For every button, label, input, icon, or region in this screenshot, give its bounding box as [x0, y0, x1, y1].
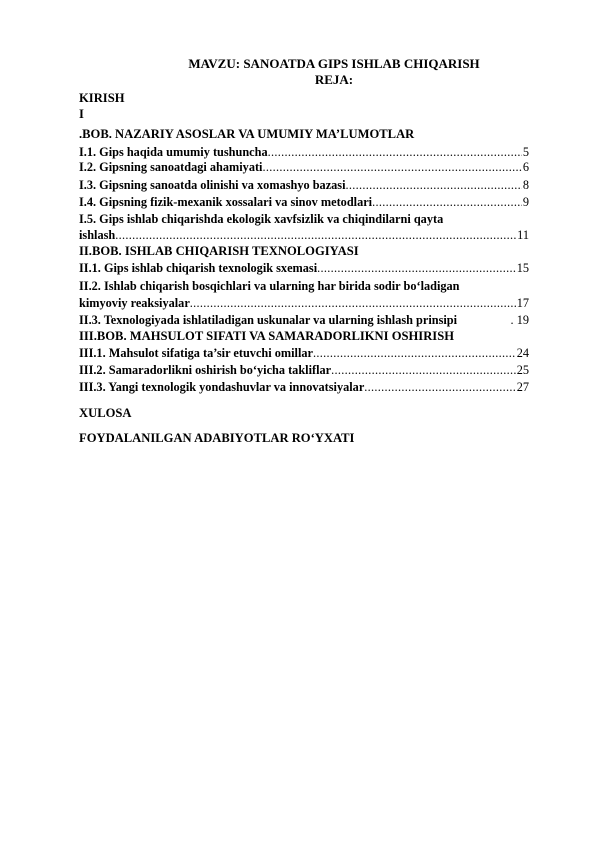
toc-page-number: 8 [522, 178, 529, 192]
toc-entry [79, 195, 529, 210]
toc-entry-label-line1: I.5. Gips ishlab chiqarishda ekologik xavfsizlik va chiqindilarni qayta [79, 212, 444, 226]
toc-entry [79, 178, 529, 193]
toc-entry-label: III.1. Mahsulot sifatiga ta’sir etuvchi omillar [79, 346, 313, 360]
chapter3-heading: III.BOB. MAHSULOT SIFATI VA SAMARADORLIKNI OSHIRISH [79, 329, 454, 343]
chapter1-prefix: I [79, 107, 84, 121]
toc-page-number: 25 [516, 363, 529, 377]
toc-entry-label: II.3. Texnologiyada ishlatiladigan uskunalar va ularning ishlash prinsipi [79, 313, 458, 327]
document-title: MAVZU: SANOATDA GIPS ISHLAB CHIQARISH [188, 56, 480, 71]
toc-entry-label: ishlash [79, 228, 116, 242]
toc-page-number: 9 [522, 195, 529, 209]
toc-leader-dots [331, 363, 516, 378]
toc-entry-label: II.1. Gips ishlab chiqarish texnologik sxemasi [79, 261, 318, 275]
toc-leader-dots [115, 228, 516, 243]
toc-entry [79, 380, 529, 395]
toc-leader-dots [313, 346, 516, 361]
toc-entry-label: I.2. Gipsning sanoatdagi ahamiyati [79, 160, 263, 174]
toc-leader-dots [190, 296, 516, 311]
toc-separator: . [510, 313, 517, 327]
toc-leader-dots [364, 380, 515, 395]
toc-leader-dots [346, 178, 522, 193]
toc-entry [79, 313, 529, 328]
toc-leader-dots [372, 195, 522, 210]
toc-references: FOYDALANILGAN ADABIYOTLAR RO‘YXATI [79, 431, 355, 445]
toc-leader-dots [317, 261, 516, 276]
toc-entry [79, 296, 529, 311]
toc-entry-label: I.3. Gipsning sanoatda olinishi va xomashyo bazasi [79, 178, 346, 192]
toc-entry-label: I.1. Gips haqida umumiy tushuncha [79, 145, 268, 159]
toc-entry-label: III.3. Yangi texnologik yondashuvlar va innovatsiyalar [79, 380, 365, 394]
toc-entry-label: III.2. Samaradorlikni oshirish bo‘yicha takliflar [79, 363, 332, 377]
toc-page-number: 6 [522, 160, 529, 174]
toc-leader-dots [268, 145, 522, 160]
toc-page-value: 19 [516, 313, 529, 327]
toc-entry-label-line1: II.2. Ishlab chiqarish bosqichlari va ularning har birida sodir bo‘ladigan [79, 279, 460, 293]
toc-page-number: 27 [516, 380, 529, 394]
toc-entry [79, 228, 529, 243]
toc-entry [79, 145, 529, 160]
toc-page-number: 17 [516, 296, 529, 310]
toc-entry [79, 160, 529, 175]
toc-entry-label: kimyoviy reaksiyalar [79, 296, 190, 310]
toc-intro: KIRISH [79, 91, 125, 105]
plan-heading: REJA: [314, 72, 354, 87]
toc-page-number [457, 313, 529, 328]
toc-page-number: 24 [516, 346, 529, 360]
toc-entry [79, 363, 529, 378]
toc-conclusion: XULOSA [79, 406, 132, 420]
chapter1-heading: .BOB. NAZARIY ASOSLAR VA UMUMIY MA’LUMOTLAR [79, 127, 415, 141]
toc-entry-label: I.4. Gipsning fizik-mexanik xossalari va sinov metodlari [79, 195, 373, 209]
toc-entry [79, 261, 529, 276]
toc-page-number: 15 [516, 261, 529, 275]
toc-page-number: 5 [522, 145, 529, 159]
toc-entry [79, 346, 529, 361]
toc-page-number: 11 [517, 228, 529, 242]
toc-leader-dots [262, 160, 521, 175]
chapter2-heading: II.BOB. ISHLAB CHIQARISH TEXNOLOGIYASI [79, 244, 359, 258]
